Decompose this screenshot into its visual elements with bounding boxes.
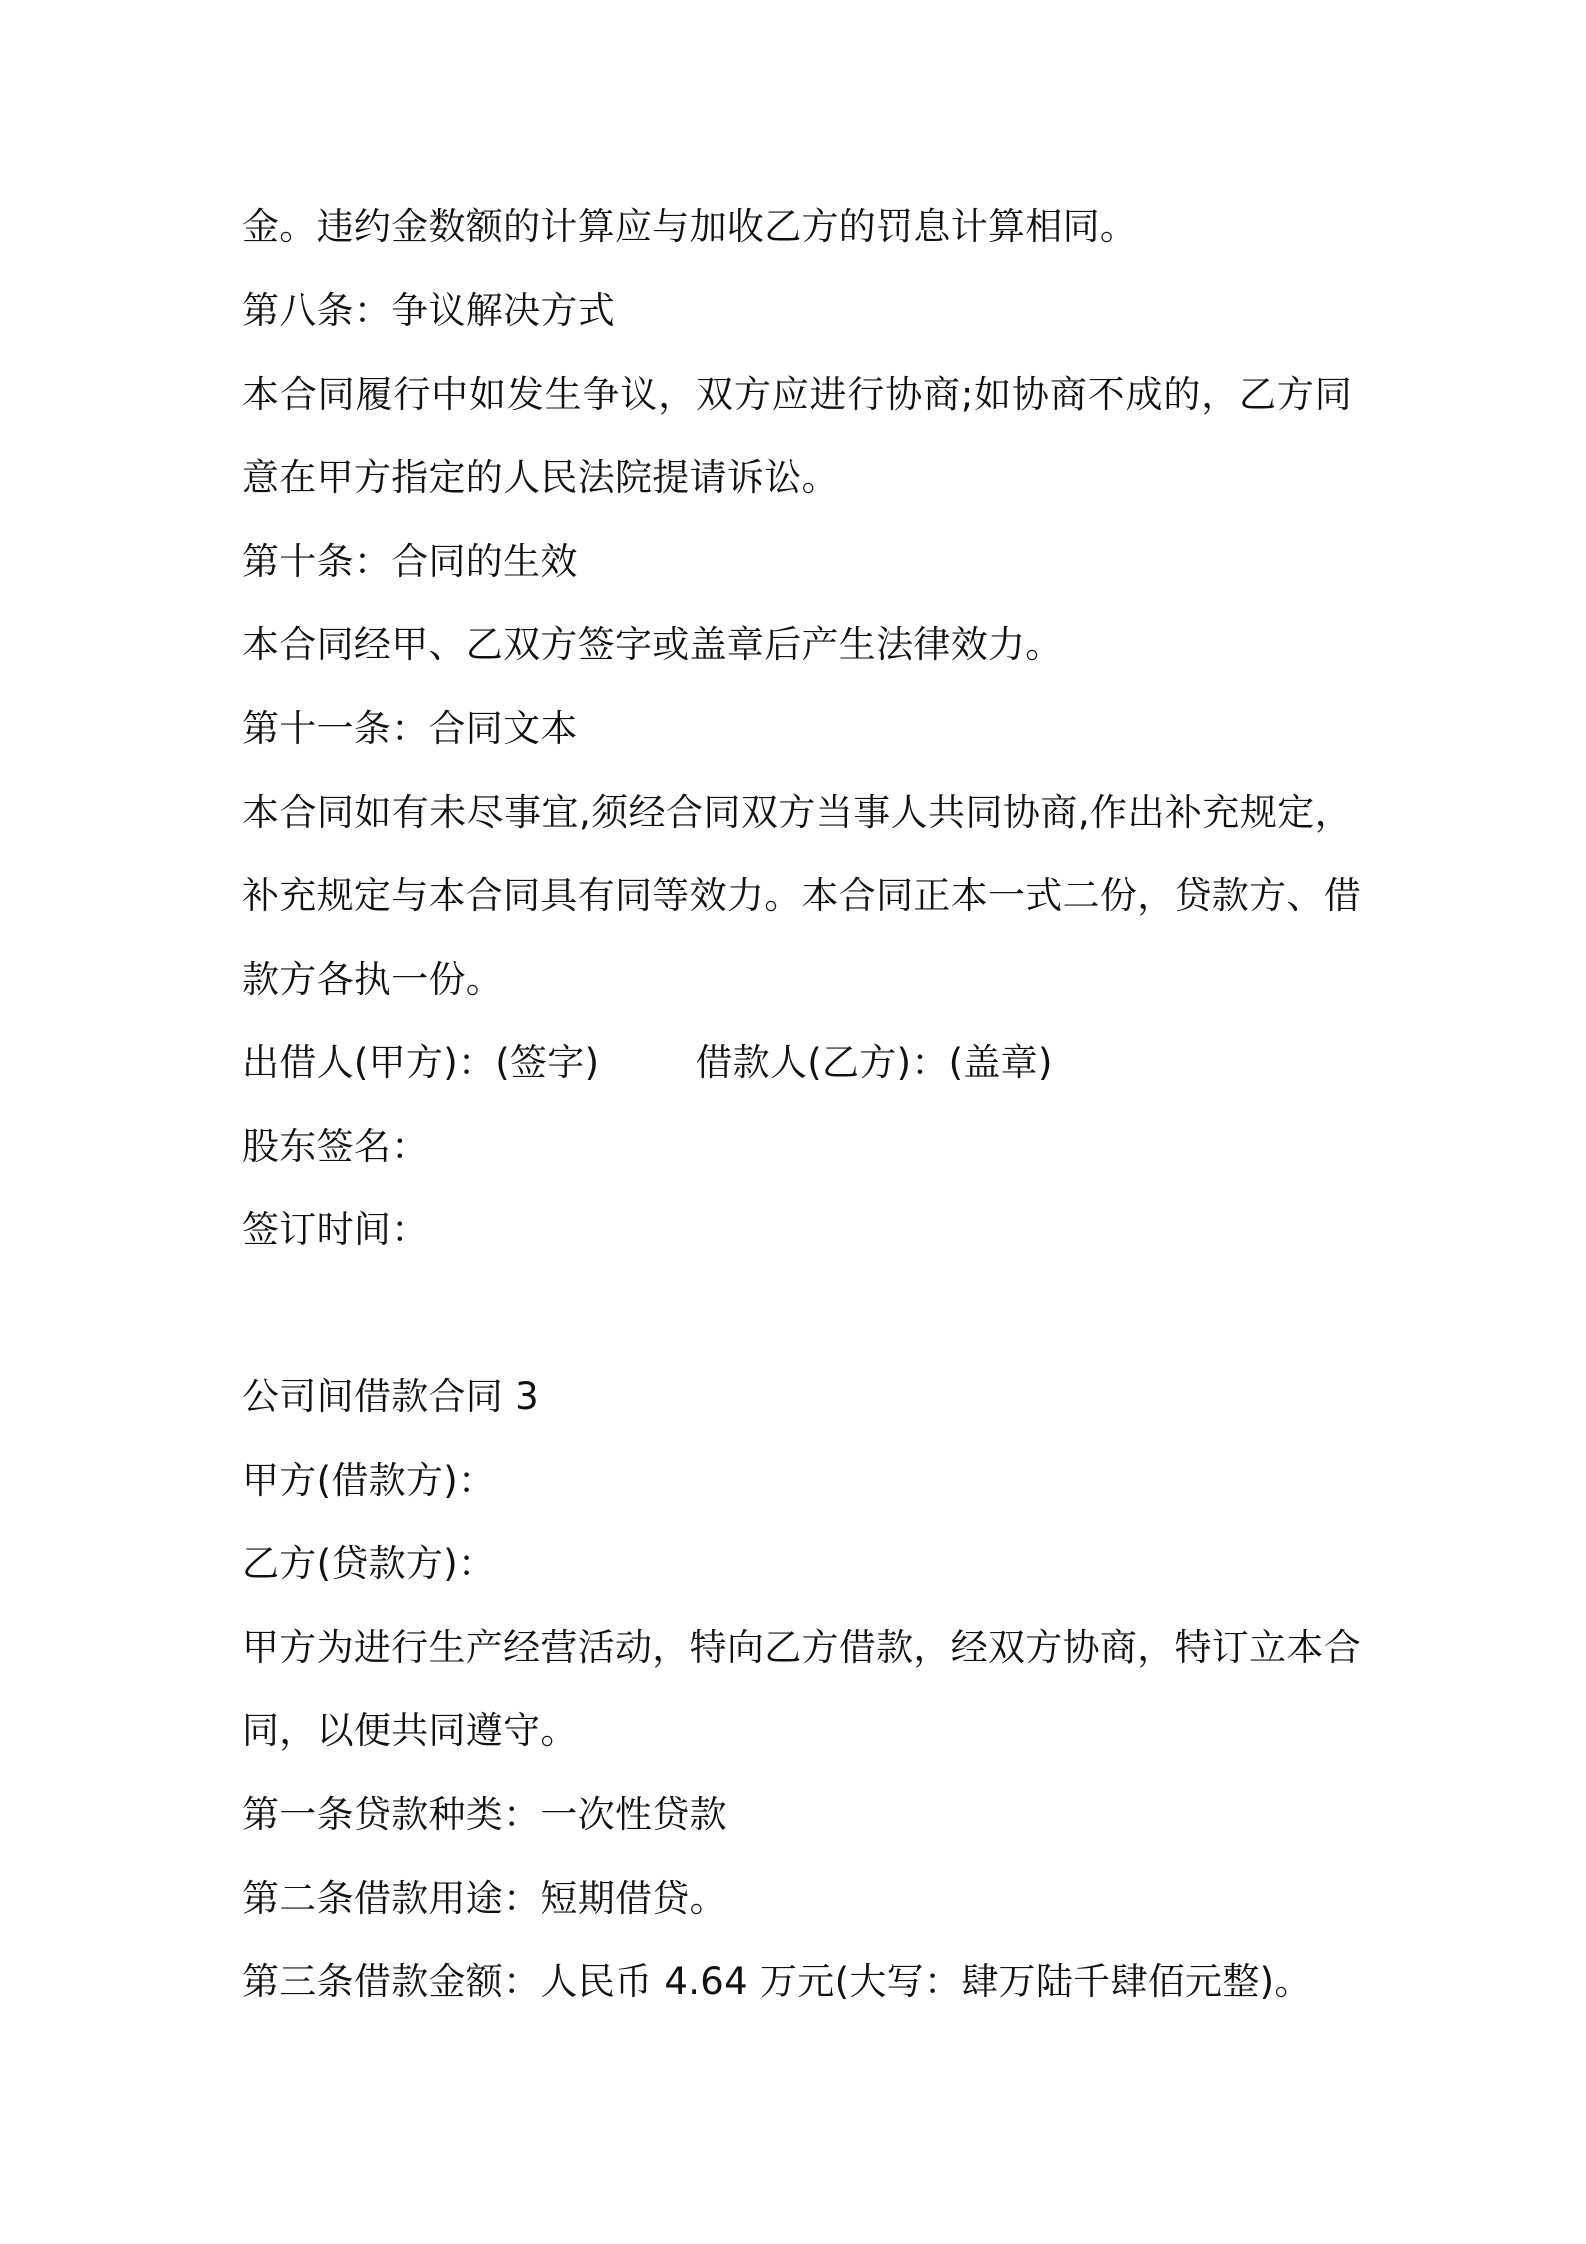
signing-date-label: 签订时间： (242, 1208, 429, 1251)
text-line: 本合同如有未尽事宜,须经合同双方当事人共同协商,作出补充规定， (242, 791, 1352, 834)
article-2-line: 第二条借款用途：短期借贷。 (242, 1877, 727, 1920)
text-line: 本合同经甲、乙双方签字或盖章后产生法律效力。 (242, 623, 1063, 666)
shareholder-signature-label: 股东签名： (242, 1125, 429, 1168)
signature-line (242, 1041, 1053, 1085)
party-b-label: 乙方(贷款方)： (242, 1542, 496, 1585)
article-8-heading: 第八条：争议解决方式 (242, 289, 615, 332)
text-line: 金。违约金数额的计算应与加收乙方的罚息计算相同。 (242, 205, 1138, 248)
text-line: 本合同履行中如发生争议，双方应进行协商;如协商不成的，乙方同 (242, 373, 1352, 416)
text-line: 意在甲方指定的人民法院提请诉讼。 (242, 456, 839, 499)
article-10-heading: 第十条：合同的生效 (242, 540, 578, 583)
text-line: 款方各执一份。 (242, 958, 504, 1001)
party-a-label: 甲方(借款方)： (242, 1459, 496, 1502)
text-line: 同，以便共同遵守。 (242, 1709, 578, 1752)
text-line: 甲方为进行生产经营活动，特向乙方借款，经双方协商，特订立本合 (242, 1626, 1361, 1669)
lender-signature-label: 出借人(甲方)：(签字) (242, 1041, 600, 1084)
text-line: 补充规定与本合同具有同等效力。本合同正本一式二份，贷款方、借 (242, 874, 1361, 917)
borrower-signature-label: 借款人(乙方)：(盖章) (695, 1041, 1053, 1084)
article-3-line: 第三条借款金额：人民币 4.64 万元(大写：肆万陆千肆佰元整)。 (242, 1960, 1312, 2003)
article-1-line: 第一条贷款种类：一次性贷款 (242, 1793, 727, 1836)
article-11-heading: 第十一条：合同文本 (242, 707, 578, 750)
contract-3-title: 公司间借款合同 3 (242, 1375, 540, 1418)
